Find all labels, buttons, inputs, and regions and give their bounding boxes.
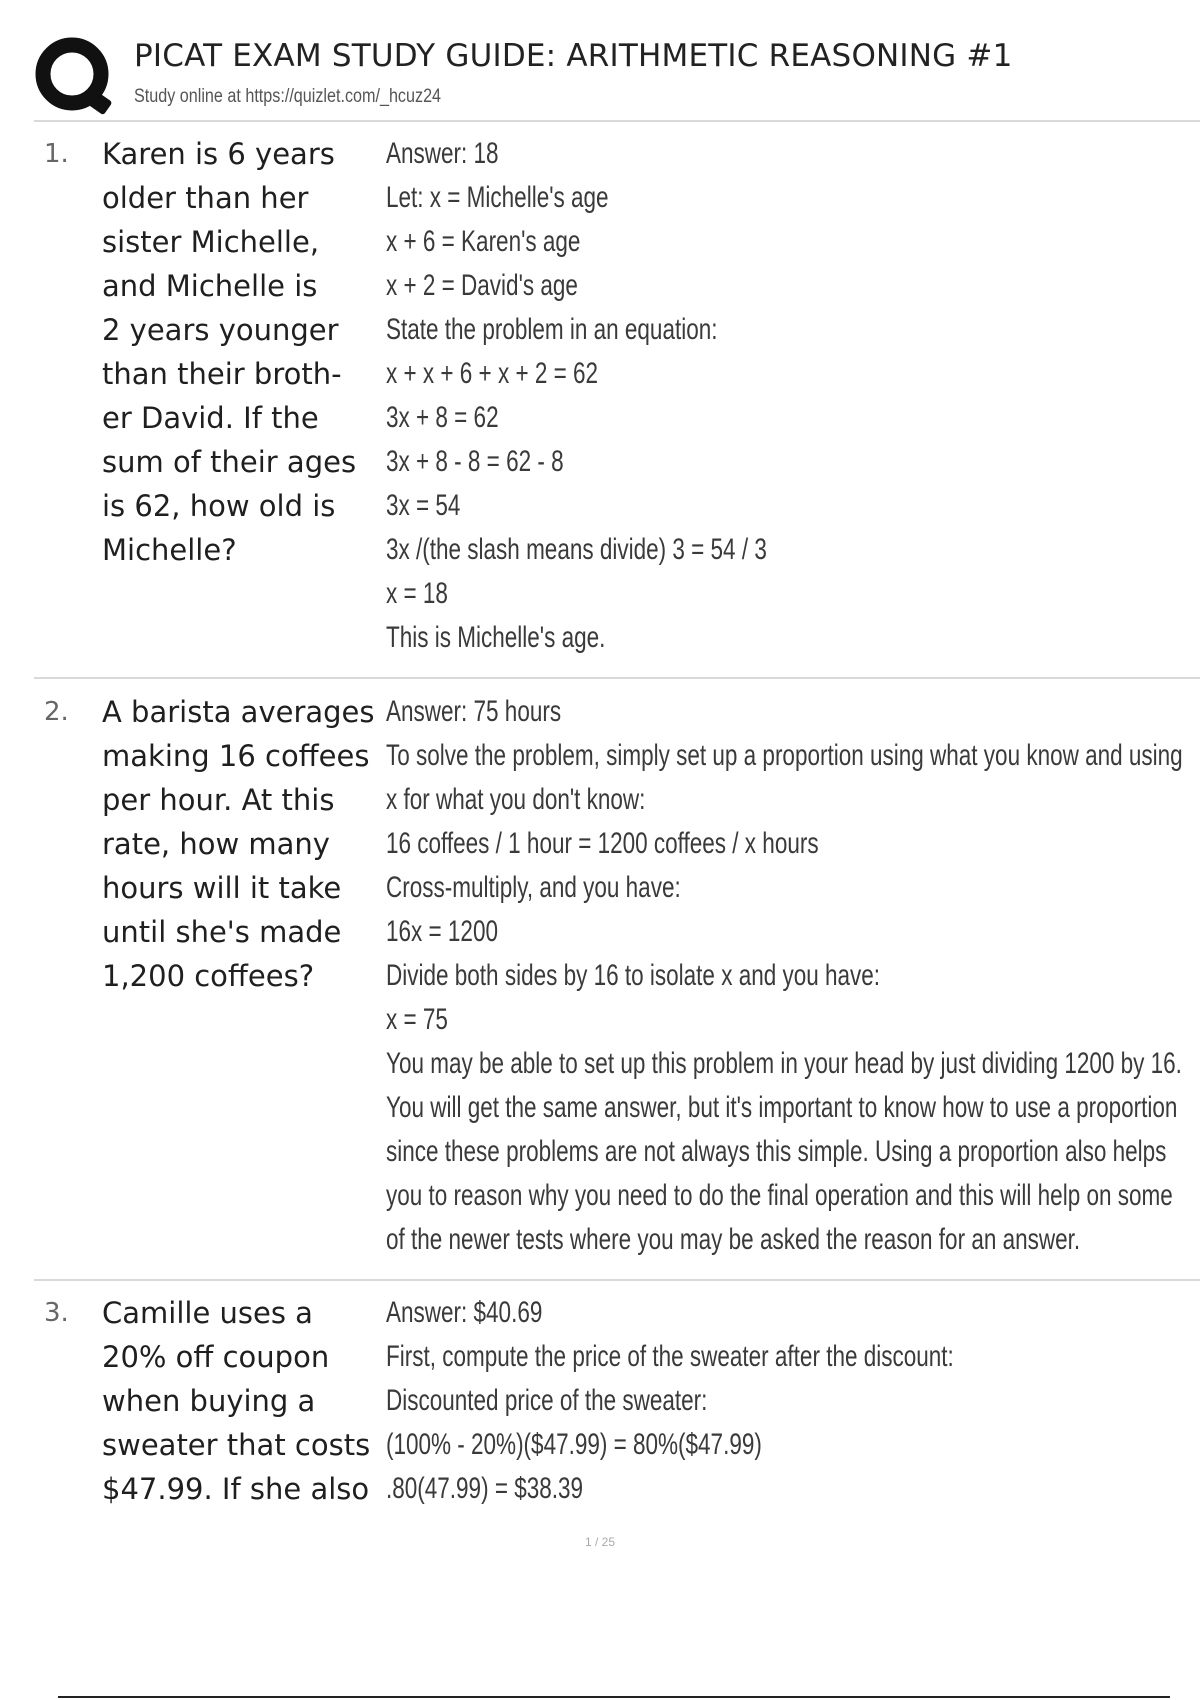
term-line: sister Michelle, — [102, 225, 320, 259]
definition-line: 3x /(the slash means divide) 3 = 54 / 3 — [386, 533, 767, 566]
term-line: hours will it take — [102, 871, 342, 905]
term-line: $47.99. If she also — [102, 1472, 370, 1506]
definition-line: x + 6 = Karen's age — [386, 225, 581, 258]
definition-line: x + 2 = David's age — [386, 269, 578, 302]
definition-line: 3x = 54 — [386, 489, 461, 522]
definition-line: You will get the same answer, but it's important to know how to use a proportion — [386, 1091, 1178, 1124]
page-number: 1 / 25 — [584, 1535, 616, 1549]
question-number: 2. — [44, 697, 69, 727]
definition-line: x + x + 6 + x + 2 = 62 — [386, 357, 599, 390]
definition-line: 3x + 8 = 62 — [386, 401, 499, 434]
definition-line: since these problems are not always this simple. Using a proportion also helps — [386, 1135, 1167, 1168]
term-line: than their broth- — [102, 357, 342, 391]
term-line: 1,200 coffees? — [102, 959, 315, 993]
question-number: 1. — [44, 139, 69, 169]
term-line: 2 years younger — [102, 313, 339, 347]
question-definition — [386, 132, 894, 660]
page-title: PICAT EXAM STUDY GUIDE: ARITHMETIC REASONING #1 — [134, 38, 1013, 74]
study-online-link[interactable]: Study online at https://quizlet.com/_hcuz24 — [134, 86, 442, 107]
term-line: sum of their ages — [102, 445, 357, 479]
definition-line: Cross-multiply, and you have: — [386, 871, 681, 904]
term-line: er David. If the — [102, 401, 319, 435]
quizlet-logo-icon — [34, 36, 114, 116]
definition-line: Discounted price of the sweater: — [386, 1384, 708, 1417]
definition-line: (100% - 20%)($47.99) = 80%($47.99) — [386, 1428, 762, 1461]
question-term — [102, 690, 377, 998]
definition-line: You may be able to set up this problem in your head by just dividing 1200 by 16. — [386, 1047, 1182, 1080]
question-term — [102, 132, 377, 572]
term-line: Michelle? — [102, 533, 237, 567]
term-line: Camille uses a — [102, 1296, 313, 1330]
question-definition — [386, 690, 1200, 1262]
term-line: and Michelle is — [102, 269, 318, 303]
definition-line: 16 coffees / 1 hour = 1200 coffees / x hours — [386, 827, 819, 860]
bottom-divider — [58, 1696, 1170, 1698]
definition-line: This is Michelle's age. — [386, 621, 606, 654]
term-line: per hour. At this — [102, 783, 335, 817]
divider — [34, 120, 1200, 122]
answer-line: Answer: $40.69 — [386, 1296, 543, 1329]
question-definition — [386, 1291, 1143, 1511]
definition-line: State the problem in an equation: — [386, 313, 718, 346]
definition-line: Divide both sides by 16 to isolate x and you have: — [386, 959, 881, 992]
question-number: 3. — [44, 1298, 69, 1328]
answer-line: Answer: 75 hours — [386, 695, 562, 728]
question-term — [102, 1291, 377, 1511]
term-line: making 16 coffees — [102, 739, 370, 773]
term-line: 20% off coupon — [102, 1340, 330, 1374]
definition-line: x = 18 — [386, 577, 448, 610]
definition-line: x = 75 — [386, 1003, 448, 1036]
definition-line: 16x = 1200 — [386, 915, 498, 948]
term-line: A barista averages — [102, 695, 375, 729]
answer-line: Answer: 18 — [386, 137, 499, 170]
definition-line: of the newer tests where you may be asked the reason for an answer. — [386, 1223, 1081, 1256]
definition-line: First, compute the price of the sweater after the discount: — [386, 1340, 954, 1373]
definition-line: .80(47.99) = $38.39 — [386, 1472, 584, 1505]
definition-line: x for what you don't know: — [386, 783, 646, 816]
definition-line: To solve the problem, simply set up a proportion using what you know and using — [386, 739, 1183, 772]
term-line: sweater that costs — [102, 1428, 371, 1462]
term-line: Karen is 6 years — [102, 137, 335, 171]
divider — [34, 677, 1200, 679]
definition-line: Let: x = Michelle's age — [386, 181, 609, 214]
term-line: when buying a — [102, 1384, 316, 1418]
term-line: older than her — [102, 181, 309, 215]
term-line: is 62, how old is — [102, 489, 336, 523]
divider — [34, 1279, 1200, 1281]
term-line: rate, how many — [102, 827, 330, 861]
term-line: until she's made — [102, 915, 342, 949]
definition-line: 3x + 8 - 8 = 62 - 8 — [386, 445, 564, 478]
page-header — [34, 36, 1200, 120]
definition-line: you to reason why you need to do the final operation and this will help on some — [386, 1179, 1173, 1212]
